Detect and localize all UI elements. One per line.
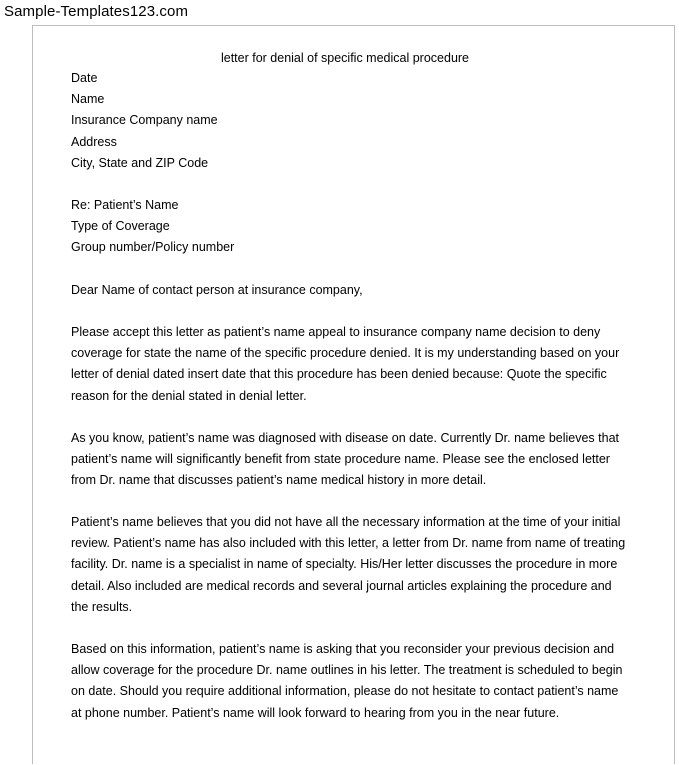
recipient-block — [71, 68, 218, 174]
paragraph-request-reconsideration: Based on this information, patient’s name is asking that you reconsider your previous decision and allow coverage for the procedure Dr. name outlines in his letter. The treatment is scheduled to begin on date. Should you require additional information, please do not hesitate to contact patient’s name at phone number. Patient’s name will look forward to hearing from you in the near future. — [71, 642, 623, 720]
watermark-text: Sample-Templates123.com — [4, 3, 189, 20]
re-patient-name-line: Re: Patient’s Name — [71, 198, 179, 212]
document-title: letter for denial of specific medical procedure — [220, 51, 470, 65]
date-line: Date — [71, 71, 98, 85]
paragraph-supporting-documents: Patient’s name believes that you did not have all the necessary information at the time of your initial review. Patient’s name has also included with this letter, a letter from Dr. name from name of treating facility. Dr. name is a specialist in name of specialty. His/Her letter discusses the procedure in more detail. Also included are medical records and several journal articles explaining the procedure and the results. — [71, 515, 626, 614]
coverage-type-line: Type of Coverage — [71, 219, 170, 234]
name-line: Name — [71, 92, 105, 107]
salutation: Dear Name of contact person at insurance company, — [71, 283, 363, 297]
insurance-company-line: Insurance Company name — [71, 113, 218, 128]
city-state-zip-line: City, State and ZIP Code — [71, 155, 209, 170]
address-line: Address — [71, 134, 117, 149]
paragraph-appeal: Please accept this letter as patient’s name appeal to insurance company name decision to deny coverage for state the name of the specific procedure denied. It is my understanding based on your letter of denial dated insert date that this procedure has been denied because: Quote the specific reason for the denial stated in denial letter. — [71, 325, 620, 403]
reference-block — [71, 195, 234, 259]
policy-number-line: Group number/Policy number — [71, 240, 235, 255]
paragraph-diagnosis: As you know, patient’s name was diagnosed with disease on date. Currently Dr. name believes that patient’s name will significantly benefit from state procedure name. Please see the enclosed letter from Dr. name that discusses patient’s name medical history in more detail. — [71, 431, 619, 488]
